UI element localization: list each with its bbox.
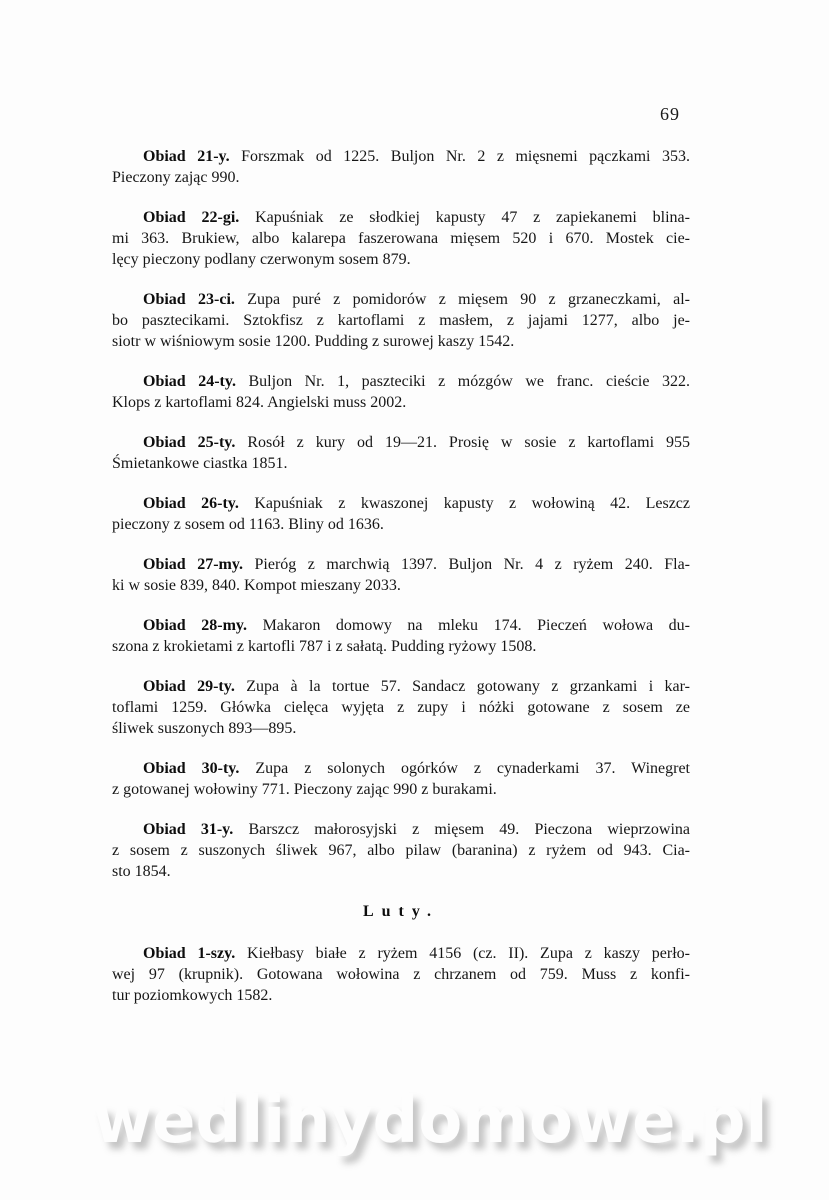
menu-label: Obiad 28-my. [143, 617, 248, 634]
menu-line: z gotowanej wołowiny 771. Pieczony zając 990 z burakami. [112, 781, 497, 798]
menu-line: mi 363. Brukiew, albo kalarepa faszerowana mięsem 520 i 670. Mostek cie- [112, 230, 690, 247]
menu-line: ki w sosie 839, 840. Kompot mieszany 2033. [112, 577, 401, 594]
menu-line: wej 97 (krupnik). Gotowana wołowina z chrzanem od 759. Muss z konfi- [112, 966, 690, 983]
menu-line: Obiad 25-ty. Rosół z kury od 19—21. Prosię w sosie z kartoflami 955 [143, 434, 690, 451]
menu-line: Obiad 21-y. Forszmak od 1225. Buljon Nr. 2 z mięsnemi pączkami 353. [143, 148, 690, 165]
menu-paragraph [112, 289, 690, 352]
menu-label: Obiad 24-ty. [143, 373, 236, 390]
menu-line: z sosem z suszonych śliwek 967, albo pilaw (baranina) z ryżem od 943. Cia- [112, 842, 690, 859]
menu-paragraph [112, 554, 690, 596]
menu-label: Obiad 21-y. [143, 148, 230, 165]
menu-label: Obiad 27-my. [143, 556, 243, 573]
menu-line: toflami 1259. Główka cielęca wyjęta z zupy i nóżki gotowane z sosem ze [112, 699, 690, 716]
menu-paragraph [112, 371, 690, 413]
menu-paragraph [112, 493, 690, 535]
menu-paragraph [112, 758, 690, 800]
menu-label: Obiad 23-ci. [143, 291, 235, 308]
menu-line: sto 1854. [112, 863, 171, 880]
menu-paragraph [112, 146, 690, 188]
menu-label: Obiad 26-ty. [143, 495, 239, 512]
menu-label: Obiad 29-ty. [143, 678, 235, 695]
menu-line: Pieczony zając 990. [112, 169, 240, 186]
menu-line: Obiad 30-ty. Zupa z solonych ogórków z cynaderkami 37. Winegret [143, 760, 690, 777]
menu-label: Obiad 22-gi. [143, 209, 240, 226]
menu-paragraph [112, 943, 690, 1006]
menu-paragraph [112, 819, 690, 882]
menu-line: Obiad 24-ty. Buljon Nr. 1, paszteciki z mózgów we franc. cieście 322. [143, 373, 690, 390]
menu-line: Obiad 27-my. Pieróg z marchwią 1397. Buljon Nr. 4 z ryżem 240. Fla- [143, 556, 690, 573]
menu-line: siotr w wiśniowym sosie 1200. Pudding z surowej kaszy 1542. [112, 333, 515, 350]
menu-label: Obiad 1-szy. [143, 945, 236, 962]
menu-line: szona z krokietami z kartofli 787 i z sałatą. Pudding ryżowy 1508. [112, 638, 537, 655]
menu-label: Obiad 30-ty. [143, 760, 240, 777]
menu-line: Obiad 23-ci. Zupa puré z pomidorów z mięsem 90 z grzaneczkami, al- [143, 291, 690, 308]
menu-paragraph [112, 207, 690, 270]
menu-line: bo pasztecikami. Sztokfisz z kartoflami z masłem, z jajami 1277, albo je- [112, 312, 690, 329]
menu-line: śliwek suszonych 893—895. [112, 720, 297, 737]
menu-line: pieczony z sosem od 1163. Bliny od 1636. [112, 516, 384, 533]
menu-line: lęcy pieczony podlany czerwonym sosem 879. [112, 251, 411, 268]
month-heading: Luty. [362, 903, 439, 920]
watermark: wedlinydomowe.pl [93, 1084, 768, 1158]
menu-label: Obiad 25-ty. [143, 434, 236, 451]
page-number: 69 [660, 104, 680, 124]
menu-line: Obiad 22-gi. Kapuśniak ze słodkiej kapusty 47 z zapiekanemi blina- [143, 209, 690, 226]
menu-line: Obiad 31-y. Barszcz małorosyjski z mięsem 49. Pieczona wieprzowina [143, 821, 690, 838]
menu-list [112, 146, 690, 1025]
menu-line: Obiad 28-my. Makaron domowy na mleku 174. Pieczeń wołowa du- [143, 617, 690, 634]
menu-line: Obiad 1-szy. Kiełbasy białe z ryżem 4156 (cz. II). Zupa z kaszy perło- [143, 945, 690, 962]
menu-paragraph [112, 676, 690, 739]
menu-label: Obiad 31-y. [143, 821, 234, 838]
menu-paragraph [112, 432, 690, 474]
menu-line: Obiad 29-ty. Zupa à la tortue 57. Sandacz gotowany z grzankami i kar- [143, 678, 690, 695]
menu-line: Klops z kartoflami 824. Angielski muss 2002. [112, 394, 407, 411]
menu-line: Śmietankowe ciastka 1851. [112, 455, 288, 472]
menu-paragraph [112, 615, 690, 657]
menu-line: Obiad 26-ty. Kapuśniak z kwaszonej kapusty z wołowiną 42. Leszcz [143, 495, 690, 512]
menu-line: tur poziomkowych 1582. [112, 987, 273, 1004]
